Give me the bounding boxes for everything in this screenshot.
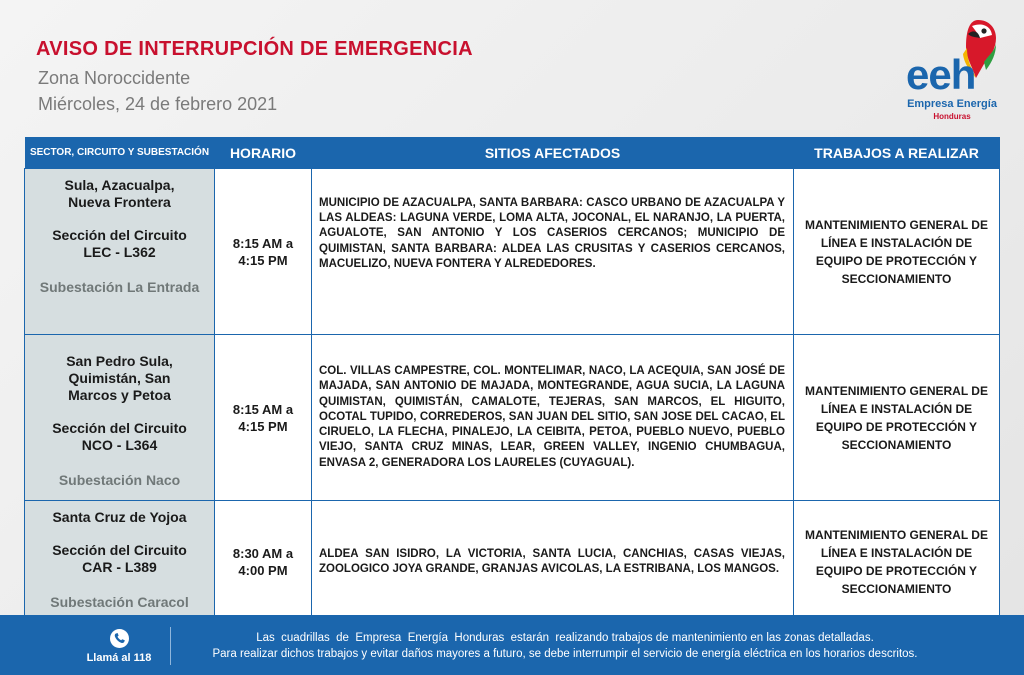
table-row bbox=[25, 335, 1000, 501]
eeh-logo bbox=[898, 18, 1002, 121]
circuit-label: Sección del Circuito bbox=[52, 420, 187, 436]
affected-sites-cell: COL. VILLAS CAMPESTRE, COL. MONTELIMAR, NACO, LA ACEQUIA, SAN JOSÉ DE MAJADA, SAN ANTONIO DE MAJADA, MONTEGRANDE, AGUA SUCIA, LA LAGUNA QUIMISTAN, QUIMISTÁN, CAMALOTE, TEJERAS, SAN MARCOS, EL HIGUITO, OCOTAL TUPIDO, CORREDEROS, SAN JUAN DEL SITIO, SAN JOSE DEL CACAO, EL CIRUELO, LA FLECHA, PINALEJO, LA CEIBITA, PETOA, PUEBLO NUEVO, PUEBLO VIEJO, SANTA CRUZ MINAS, LEAR, GREEN VALLEY, INGENIO CHUMBAGUA, ENVASA 2, GENERADORA LOS LAURELES (CUYAGUAL). bbox=[312, 335, 794, 501]
circuit-label: Sección del Circuito bbox=[52, 542, 187, 558]
logo-company-name: Empresa Energía bbox=[907, 98, 997, 110]
footer-line-2: Para realizar dichos trabajos y evitar daños mayores a futuro, se debe interrumpir el servicio de energía eléctrica en los horarios descritos. bbox=[212, 648, 918, 660]
table-row bbox=[25, 501, 1000, 624]
schedule-cell bbox=[215, 335, 312, 501]
sector-name: Santa Cruz de Yojoa bbox=[52, 509, 187, 525]
time-end: 4:15 PM bbox=[238, 252, 288, 268]
time-start: 8:15 AM a bbox=[232, 401, 294, 417]
circuit-code: CAR - L389 bbox=[82, 559, 157, 575]
header-horario: HORARIO bbox=[215, 137, 312, 169]
header-sector: SECTOR, CIRCUITO Y SUBESTACIÓN bbox=[25, 137, 215, 169]
footer-line-1: Las cuadrillas de Empresa Energía Honduras estarán realizando trabajos de mantenimiento en las zonas detalladas. bbox=[256, 632, 874, 644]
footer-message bbox=[180, 630, 950, 662]
circuit-code: NCO - L364 bbox=[81, 437, 158, 453]
phone-icon bbox=[110, 629, 129, 648]
footer-bar bbox=[0, 615, 1024, 675]
substation-name: Subestación La Entrada bbox=[39, 279, 200, 295]
substation-name: Subestación Naco bbox=[58, 472, 181, 488]
date-label: Miércoles, 24 de febrero 2021 bbox=[38, 94, 278, 114]
time-end: 4:00 PM bbox=[238, 563, 288, 578]
sector-name: Sula, Azacualpa, Nueva Frontera bbox=[64, 177, 175, 210]
schedule-cell bbox=[215, 501, 312, 624]
time-start: 8:30 AM a bbox=[232, 546, 294, 561]
call-label: Llamá al 118 bbox=[86, 652, 152, 664]
sector-cell bbox=[25, 501, 215, 624]
work-cell: MANTENIMIENTO GENERAL DE LÍNEA E INSTALACIÓN DE EQUIPO DE PROTECCIÓN Y SECCIONAMIENTO bbox=[794, 501, 1000, 624]
footer-divider bbox=[170, 627, 171, 665]
header-sitios: SITIOS AFECTADOS bbox=[312, 137, 794, 169]
zone-label: Zona Noroccidente bbox=[38, 68, 191, 88]
time-start: 8:15 AM a bbox=[232, 235, 294, 251]
sector-name: San Pedro Sula, Quimistán, San Marcos y Petoa bbox=[66, 353, 173, 403]
logo-country: Honduras bbox=[933, 112, 971, 121]
circuit-code: LEC - L362 bbox=[83, 244, 156, 260]
time-end: 4:15 PM bbox=[238, 418, 288, 434]
logo-wordmark: eeh bbox=[906, 51, 976, 98]
sector-cell bbox=[25, 335, 215, 501]
substation-name: Subestación Caracol bbox=[50, 594, 189, 610]
interruption-table bbox=[24, 137, 1000, 624]
table-header-row bbox=[25, 137, 1000, 169]
affected-sites-cell: MUNICIPIO DE AZACUALPA, SANTA BARBARA: CASCO URBANO DE AZACUALPA Y LAS ALDEAS: LAGUNA VERDE, LOMA ALTA, JOCONAL, EL NARANJO, LA PUERTA, AGUALOTE, SAN ANTONIO Y LOS CASERIOS CERCANOS; MUNICIPIO DE QUIMISTAN, SANTA BARBARA: ALDEA LAS CRUSITAS Y CASERIOS CERCANOS, MACUELIZO, NUEVA FONTERA Y ALREDEDORES. bbox=[312, 169, 794, 335]
sector-cell bbox=[25, 169, 215, 335]
circuit-label: Sección del Circuito bbox=[52, 227, 187, 243]
affected-sites-cell: ALDEA SAN ISIDRO, LA VICTORIA, SANTA LUCIA, CANCHIAS, CASAS VIEJAS, ZOOLOGICO JOYA GRANDE, GRANJAS AVICOLAS, LA ESTRIBANA, LOS MANGOS. bbox=[312, 501, 794, 624]
schedule-cell bbox=[215, 169, 312, 335]
table-row bbox=[25, 169, 1000, 335]
notice-title: AVISO DE INTERRUPCIÓN DE EMERGENCIA bbox=[36, 38, 473, 60]
work-cell: MANTENIMIENTO GENERAL DE LÍNEA E INSTALACIÓN DE EQUIPO DE PROTECCIÓN Y SECCIONAMIENTO bbox=[794, 335, 1000, 501]
header-trabajos: TRABAJOS A REALIZAR bbox=[794, 137, 1000, 169]
work-cell: MANTENIMIENTO GENERAL DE LÍNEA E INSTALACIÓN DE EQUIPO DE PROTECCIÓN Y SECCIONAMIENTO bbox=[794, 169, 1000, 335]
